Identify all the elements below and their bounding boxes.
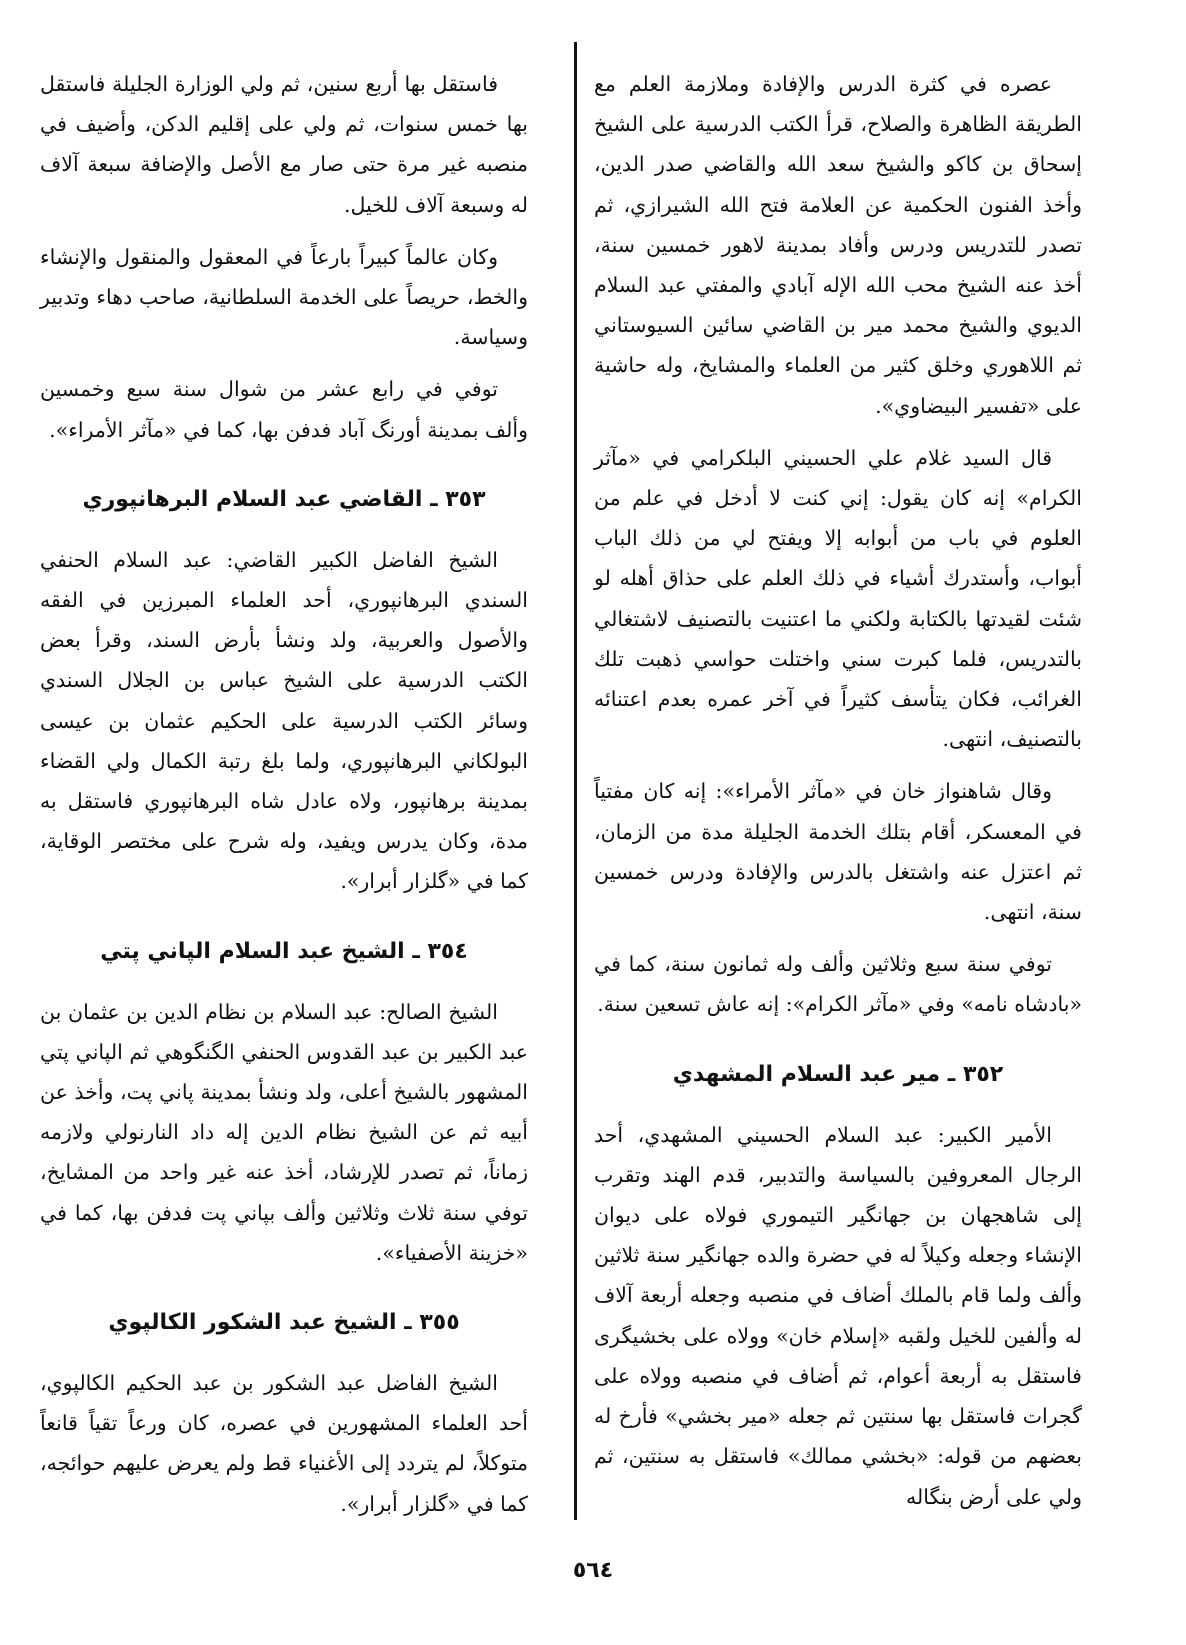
right-column [594,64,1082,1529]
section-heading-354: ٣٥٤ ـ الشيخ عبد السلام الپاني پتي [100,938,468,964]
left-column [40,64,528,1536]
left-paragraph-5: الشيخ الصالح: عبد السلام بن نظام الدين بن عثمان بن عبد الكبير بن عبد القدوس الحنفي الگنگوهي ثم الپاني پتي المشهور بالشيخ أعلى، ولد ونشأ بمدينة پاني پت، وأخذ عن أبيه ثم عن الشيخ نظام الدين إله داد النارنولي ولازمه زماناً، ثم تصدر للإرشاد، أخذ عنه غير واحد من المشايخ، توفي سنة ثلاث وثلاثين وألف بپاني پت فدفن بها، كما في «خزينة الأصفياء». [40,999,528,1265]
right-paragraph-5: الأمير الكبير: عبد السلام الحسيني المشهدي، أحد الرجال المعروفين بالسياسة والتدبير، قدم الهند وتقرب إلى شاهجهان بن جهانگير التيموري فولاه على ديوان الإنشاء وجعله وكيلاً له في حضرة والده جهانگير سنة ثلاثين وألف ولما قام بالملك أضاف في منصبه وجعله أربعة آلاف له وألفين للخيل ولقبه «إسلام خان» وولاه على بخشيگرى فاستقل به أربعة أعوام، ثم أضاف في منصبه وولاه على گجرات فاستقل بها سنتين ثم جعله «مير بخشي» فأرخ له بعضهم من قوله: «بخشي ممالك» فاستقل به سنتين، ثم ولي على أرض بنگاله [594,1122,1082,1509]
left-paragraph-1: فاستقل بها أربع سنين، ثم ولي الوزارة الجليلة فاستقل بها خمس سنوات، ثم ولي على إقليم الدكن، وأضيف في منصبه غير مرة حتى صار مع الأصل والإضافة سبعة آلاف له وسبعة آلاف للخيل. [40,72,528,217]
page-number: ٥٦٤ [572,1558,614,1583]
left-paragraph-2: وكان عالماً كبيراً بارعاً في المعقول والمنقول والإنشاء والخط، حريصاً على الخدمة السلطانية، صاحب دهاء وتدبير وسياسة. [40,244,528,350]
section-heading-353: ٣٥٣ ـ القاضي عبد السلام البرهانپوري [82,486,486,512]
section-heading-355: ٣٥٥ ـ الشيخ عبد الشكور الكالپوي [108,1310,460,1336]
left-paragraph-6: الشيخ الفاضل عبد الشكور بن عبد الحكيم الكالپوي، أحد العلماء المشهورين في عصره، كان ورعاً تقياً قانعاً متوكلاً، لم يتردد إلى الأغنياء قط ولم يعرض عليهم حوائجه، كما في «گلزار أبرار». [40,1371,528,1516]
column-divider [574,42,577,1520]
right-paragraph-4: توفي سنة سبع وثلاثين وألف وله ثمانون سنة، كما في «بادشاه نامه» وفي «مآثر الكرام»: إنه عاش تسعين سنة. [594,952,1082,1017]
right-paragraph-2: قال السيد غلام علي الحسيني البلكرامي في «مآثر الكرام» إنه كان يقول: إني كنت لا أدخل في علم من العلوم في باب من أبوابه إلا ويفتح لي من ذلك الباب أبواب، وأستدرك أشياء في ذلك العلم على حذاق أهله لو شئت لقيدتها بالكتابة ولكني ما اعتنيت بالتصنيف لاشتغالي بالتدريس، فلما كبرت سني واختلت حواسي ذهبت تلك الغرائب، فكان يتأسف كثيراً في آخر عمره بعدم اعتنائه بالتصنيف، انتهى. [594,445,1082,752]
left-paragraph-3: توفي في رابع عشر من شوال سنة سبع وخمسين وألف بمدينة أورنگ آباد فدفن بها، كما في «مآثر الأمراء». [40,377,528,442]
right-paragraph-1: عصره في كثرة الدرس والإفادة وملازمة العلم مع الطريقة الظاهرة والصلاح، قرأ الكتب الدرسية على الشيخ إسحاق بن كاكو والشيخ سعد الله والقاضي صدر الدين، وأخذ الفنون الحكمية عن العلامة فتح الله الشيرازي، ثم تصدر للتدريس ودرس وأفاد بمدينة لاهور خمسين سنة، أخذ عنه الشيخ محب الله الإله آبادي والمفتي عبد السلام الديوي والشيخ محمد مير بن القاضي سائين السيوستاني ثم اللاهوري وخلق كثير من العلماء والمشايخ، وله حاشية على «تفسير البيضاوي». [594,72,1082,418]
section-heading-352: ٣٥٢ ـ مير عبد السلام المشهدي [672,1061,1004,1087]
right-paragraph-3: وقال شاهنواز خان في «مآثر الأمراء»: إنه كان مفتياً في المعسكر، أقام بتلك الخدمة الجليلة مدة من الزمان، ثم اعتزل عنه واشتغل بالدرس والإفادة ودرس خمسين سنة، انتهى. [594,779,1082,925]
left-paragraph-4: الشيخ الفاضل الكبير القاضي: عبد السلام الحنفي السندي البرهانپوري، أحد العلماء المبرزين في الفقه والأصول والعربية، ولد ونشأ بأرض السند، وقرأ بعض الكتب الدرسية على الشيخ عباس بن الجلال السندي وسائر الكتب الدرسية على الحكيم عثمان بن عيسى البولكاني البرهانپوري، ولما بلغ رتبة الكمال ولي القضاء بمدينة برهانپور، ولاه عادل شاه البرهانپوري فاستقل به مدة، وكان يدرس ويفيد، وله شرح على مختصر الوقاية، كما في «گلزار أبرار». [40,547,528,894]
